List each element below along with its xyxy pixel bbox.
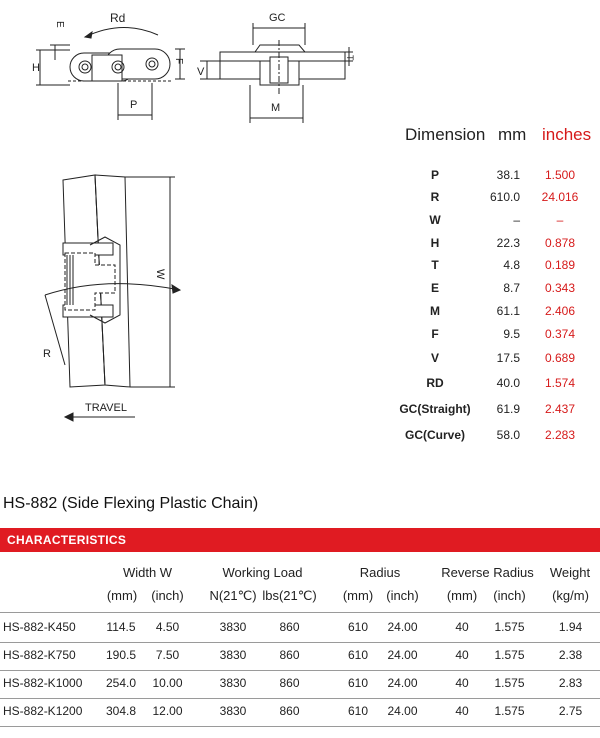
model-cell: HS-882-K1000 — [3, 676, 83, 690]
model-cell: HS-882-K450 — [3, 620, 76, 634]
table-row-divider — [0, 726, 600, 727]
dimension-inch-value: 0.374 — [544, 327, 576, 341]
radius-mm-cell: 610 — [347, 648, 369, 662]
rev-mm-cell: 40 — [455, 676, 469, 690]
dimension-row — [395, 428, 595, 448]
width-inch-cell: 7.50 — [155, 648, 180, 662]
r-label: R — [43, 348, 51, 360]
load-n-unit: N(21℃) — [209, 588, 257, 603]
load-n-cell: 3830 — [219, 676, 247, 690]
chain-side-view-drawing — [30, 5, 190, 120]
rev-mm-cell: 40 — [455, 704, 469, 718]
dimension-mm-value: 22.3 — [496, 236, 520, 250]
dimension-mm-value: 17.5 — [496, 351, 520, 365]
dimension-mm-value: 8.7 — [503, 281, 520, 295]
weight-cell: 2.75 — [558, 704, 583, 718]
reverse-radius-header: Reverse Radius — [441, 565, 534, 580]
dimension-row — [395, 213, 595, 233]
dimension-inch-value: 0.878 — [544, 236, 576, 250]
width-inch-cell: 4.50 — [155, 620, 180, 634]
chain-top-view-drawing — [25, 165, 190, 430]
dimension-symbol: W — [429, 213, 441, 227]
dimension-symbol: F — [431, 327, 439, 341]
rev-inch-cell: 1.575 — [494, 620, 525, 634]
load-lbs-unit: lbs(21℃) — [262, 588, 317, 603]
rev-inch-cell: 1.575 — [494, 648, 525, 662]
weight-cell: 1.94 — [558, 620, 583, 634]
width-inch-cell: 12.00 — [152, 704, 183, 718]
dimension-inch-value: 1.500 — [544, 168, 576, 182]
weight-cell: 2.38 — [558, 648, 583, 662]
dimension-symbol: R — [430, 190, 440, 204]
dimension-inch-value: 0.343 — [544, 281, 576, 295]
radius-header: Radius — [359, 565, 401, 580]
load-lbs-cell: 860 — [279, 676, 300, 690]
rev-mm-cell: 40 — [455, 648, 469, 662]
characteristics-bar — [0, 528, 600, 552]
inches-header: inches — [542, 125, 592, 144]
weight-header: Weight — [549, 565, 591, 580]
radius-mm-cell: 610 — [347, 620, 369, 634]
width-mm-cell: 254.0 — [105, 676, 137, 690]
radius-inch-cell: 24.00 — [387, 704, 418, 718]
table-row-divider — [0, 642, 600, 643]
mm-header: mm — [498, 125, 527, 144]
dimension-symbol: P — [430, 168, 439, 182]
model-cell: HS-882-K1200 — [3, 704, 83, 718]
rd-label: Rd — [110, 11, 126, 25]
gc-label: GC — [269, 12, 286, 24]
dimension-mm-value: 61.9 — [496, 402, 520, 416]
dimension-symbol: V — [430, 351, 439, 365]
v-label: V — [197, 66, 205, 78]
table-row-divider — [0, 698, 600, 699]
rev-inch-cell: 1.575 — [494, 704, 525, 718]
width-mm-unit: (mm) — [106, 588, 138, 603]
dimension-symbol: H — [430, 236, 440, 250]
model-cell: HS-882-K750 — [3, 648, 76, 662]
table-row-divider — [0, 670, 600, 671]
load-n-cell: 3830 — [219, 620, 247, 634]
load-n-cell: 3830 — [219, 704, 247, 718]
width-inch-cell: 10.00 — [152, 676, 183, 690]
width-mm-cell: 114.5 — [106, 620, 136, 634]
dimension-mm-value: – — [513, 213, 520, 227]
dimension-row — [395, 304, 595, 324]
width-header: Width W — [122, 565, 173, 580]
dimension-inch-value: 24.016 — [541, 190, 579, 204]
dimension-row — [395, 351, 595, 371]
dimension-mm-value: 38.1 — [496, 168, 520, 182]
rev-mm-unit: (mm) — [446, 588, 478, 603]
dimension-symbol: GC(Curve) — [404, 428, 465, 442]
radius-inch-unit: (inch) — [386, 588, 419, 603]
e-label: E — [54, 21, 65, 28]
load-n-cell: 3830 — [219, 648, 247, 662]
rev-inch-unit: (inch) — [493, 588, 526, 603]
characteristics-label: CHARACTERISTICS — [7, 533, 127, 547]
weight-unit: (kg/m) — [552, 588, 589, 603]
dimension-mm-value: 58.0 — [496, 428, 520, 442]
dimension-mm-value: 4.8 — [503, 258, 520, 272]
dimension-row — [395, 281, 595, 301]
p-label: P — [130, 99, 138, 111]
f-label: F — [173, 58, 184, 65]
dimension-symbol: T — [431, 258, 439, 272]
width-inch-unit: (inch) — [151, 588, 184, 603]
dimension-symbol: M — [430, 304, 440, 318]
chain-front-view-drawing — [195, 5, 355, 125]
dimension-inch-value: 2.283 — [544, 428, 576, 442]
load-lbs-cell: 860 — [279, 704, 300, 718]
load-lbs-cell: 860 — [279, 620, 300, 634]
width-mm-cell: 304.8 — [105, 704, 137, 718]
radius-mm-cell: 610 — [347, 676, 369, 690]
dimension-row — [395, 327, 595, 347]
radius-inch-cell: 24.00 — [387, 648, 418, 662]
dimension-inch-value: – — [556, 213, 564, 227]
dimension-row — [395, 402, 595, 422]
dimension-row — [395, 236, 595, 256]
dimension-symbol: RD — [426, 376, 444, 390]
dimension-inch-value: 1.574 — [544, 376, 576, 390]
radius-inch-cell: 24.00 — [387, 620, 418, 634]
dimension-row — [395, 376, 595, 396]
working-load-header: Working Load — [222, 565, 303, 580]
dimension-mm-value: 40.0 — [496, 376, 520, 390]
dimension-symbol: E — [430, 281, 439, 295]
rev-inch-cell: 1.575 — [494, 676, 525, 690]
dimension-inch-value: 2.406 — [544, 304, 576, 318]
radius-inch-cell: 24.00 — [387, 676, 418, 690]
dimension-inch-value: 0.189 — [544, 258, 576, 272]
dimension-header: Dimension — [405, 125, 486, 144]
h-label: H — [32, 62, 40, 74]
rev-mm-cell: 40 — [455, 620, 469, 634]
product-title: HS-882 (Side Flexing Plastic Chain) — [3, 495, 259, 512]
dimension-mm-value: 9.5 — [503, 327, 520, 341]
dimension-row — [395, 168, 595, 188]
dimension-row — [395, 190, 595, 210]
table-row-divider — [0, 612, 600, 613]
dimension-mm-value: 610.0 — [489, 190, 520, 204]
t-label: T — [345, 55, 355, 61]
dimension-inch-value: 0.689 — [544, 351, 576, 365]
width-mm-cell: 190.5 — [105, 648, 137, 662]
dimension-inch-value: 2.437 — [544, 402, 576, 416]
m-label: M — [271, 102, 281, 114]
travel-label: TRAVEL — [85, 402, 127, 414]
load-lbs-cell: 860 — [279, 648, 300, 662]
weight-cell: 2.83 — [558, 676, 583, 690]
dimension-row — [395, 258, 595, 278]
w-label: W — [154, 269, 166, 280]
radius-mm-cell: 610 — [347, 704, 369, 718]
dimension-symbol: GC(Straight) — [399, 402, 471, 416]
radius-mm-unit: (mm) — [342, 588, 374, 603]
dimension-mm-value: 61.1 — [496, 304, 520, 318]
